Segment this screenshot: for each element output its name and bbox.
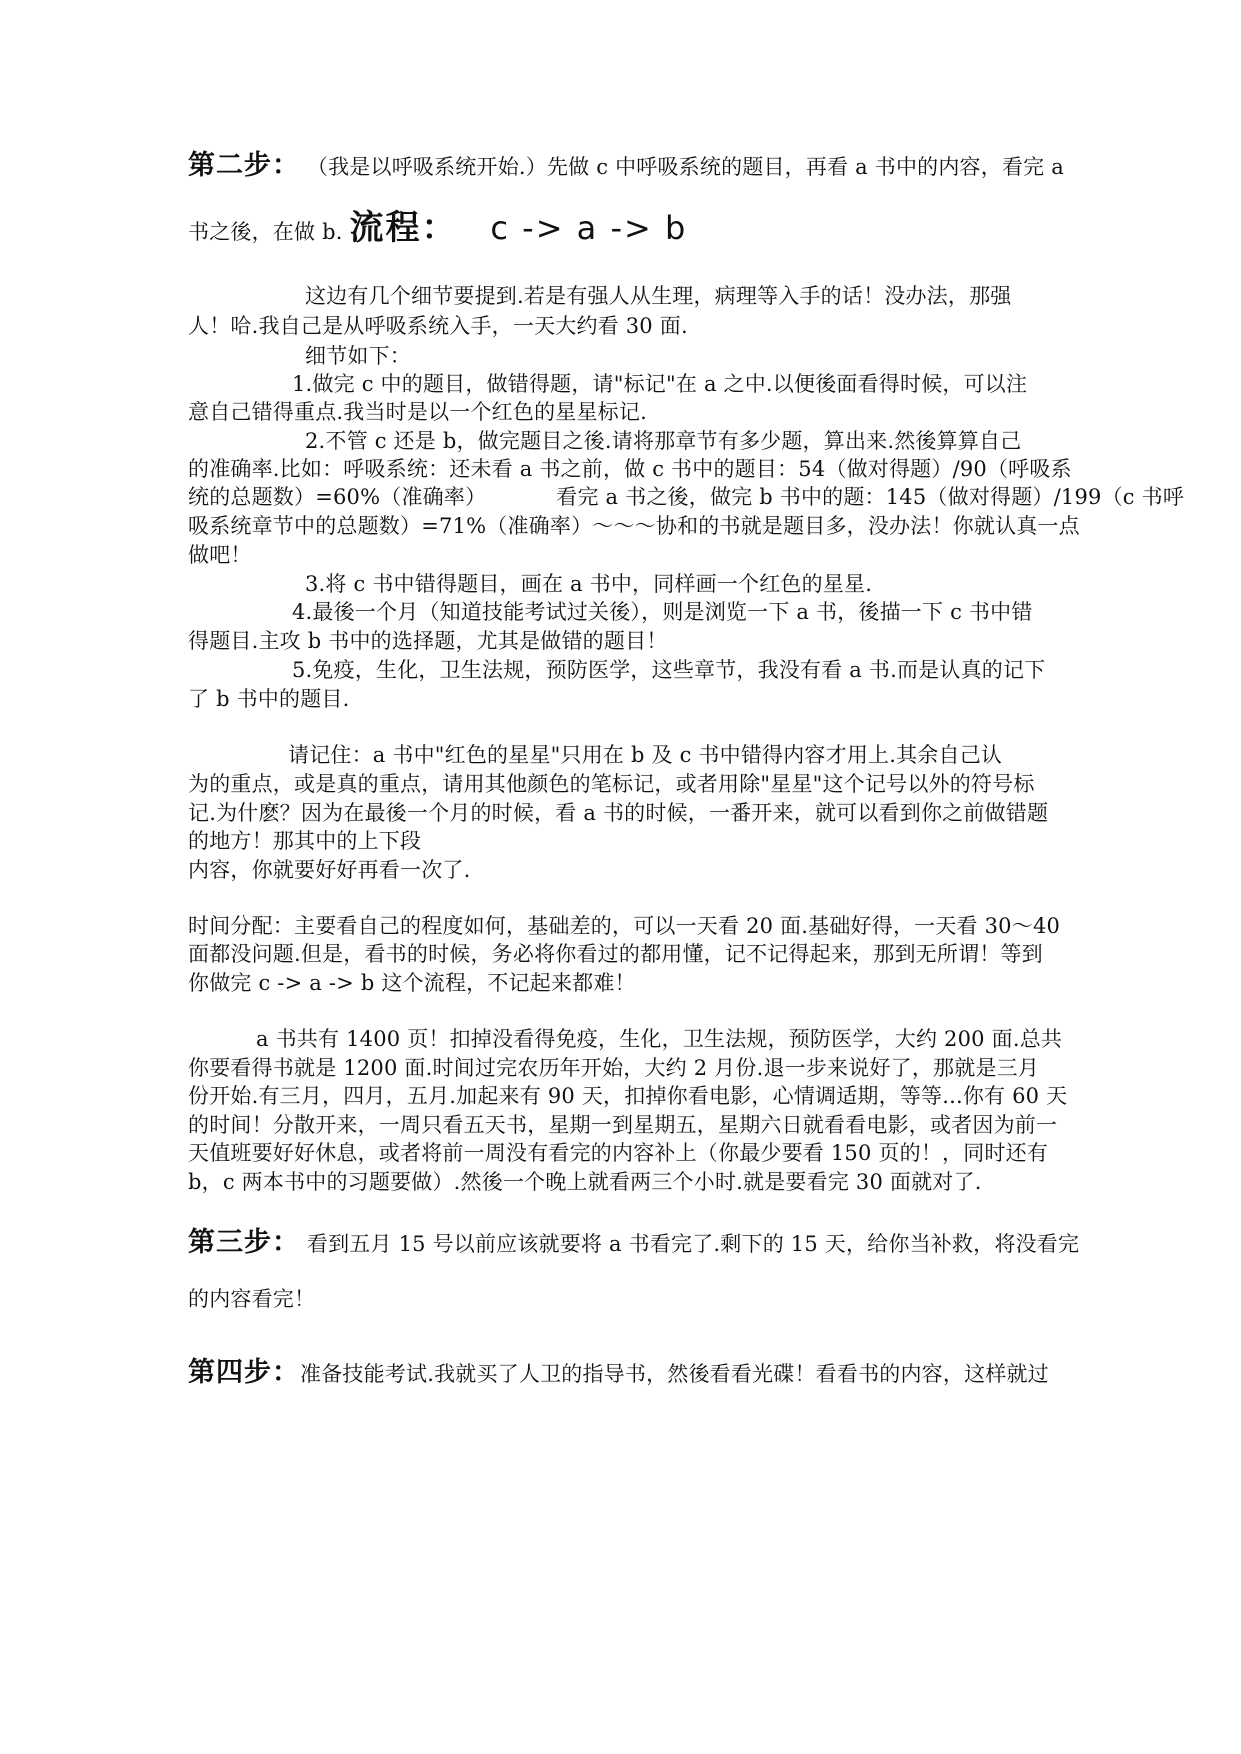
detail-2-line2: 的准确率.比如：呼吸系统：还未看 a 书之前，做 c 书中的题目：54（做对得题）/90（呼吸系: [188, 457, 1072, 481]
book-line2: 你要看得书就是 1200 面.时间过完农历年开始，大约 2 月份.退一步来说好了，那就是三月: [188, 1056, 1040, 1080]
detail-5-line2: 了 b 书中的题目.: [188, 687, 350, 711]
details-intro1: 这边有几个细节要提到.若是有强人从生理，病理等入手的话！没办法，那强: [305, 284, 1012, 308]
step4-heading: 第四步：: [188, 1357, 300, 1388]
remember-line4: 的地方！那其中的上下段: [188, 829, 422, 853]
time-line2: 面都没问题.但是，看书的时候，务必将你看过的都用懂，记不记得起来，那到无所谓！等到: [188, 942, 1043, 966]
book-line4: 的时间！分散开来，一周只看五天书，星期一到星期五，星期六日就看看电影，或者因为前一: [188, 1113, 1058, 1137]
step2-text2: 书之後，在做 b.: [188, 220, 343, 244]
detail-1-line2: 意自己错得重点.我当时是以一个红色的星星标记.: [188, 400, 647, 424]
flow-sequence: c -> a -> b: [490, 209, 688, 247]
details-intro2: 人！哈.我自己是从呼吸系统入手，一天大约看 30 面.: [188, 314, 688, 338]
book-line1: a 书共有 1400 页！扣掉没看得免疫，生化，卫生法规，预防医学，大约 200 面.总共: [256, 1027, 1063, 1051]
time-line3: 你做完 c -> a -> b 这个流程，不记起来都难！: [188, 971, 636, 995]
remember-line5: 内容，你就要好好再看一次了.: [188, 858, 471, 882]
step3-text1: 看到五月 15 号以前应该就要将 a 书看完了.剩下的 15 天，给你当补救，将没看完: [306, 1232, 1080, 1256]
step4-line1: [188, 1356, 1058, 1391]
remember-line1: 请记住：a 书中"红色的星星"只用在 b 及 c 书中错得内容才用上.其余自己认: [288, 743, 1003, 767]
detail-2-line1: 2.不管 c 还是 b，做完题目之後.请将那章节有多少题，算出来.然後算算自己: [305, 429, 1022, 453]
step2-text1: （我是以呼吸系统开始.）先做 c 中呼吸系统的题目，再看 a 书中的内容，看完 a: [306, 155, 1064, 179]
detail-4-line2: 得题目.主攻 b 书中的选择题，尤其是做错的题目！: [188, 629, 668, 653]
detail-4-line1: 4.最後一个月（知道技能考试过关後），则是浏览一下 a 书，後描一下 c 书中错: [292, 600, 1033, 624]
time-line1: 时间分配：主要看自己的程度如何，基础差的，可以一天看 20 面.基础好得，一天看 30～40: [188, 914, 1061, 938]
flow-label: 流程：: [349, 208, 458, 248]
detail-3-line1: 3.将 c 书中错得题目，画在 a 书中，同样画一个红色的星星.: [305, 572, 873, 596]
step3-line1: [188, 1226, 1080, 1261]
detail-2-line5: 做吧！: [188, 543, 252, 567]
book-line5: 天值班要好好休息，或者将前一周没有看完的内容补上（你最少要看 150 页的！，同时还有: [188, 1141, 1049, 1165]
step3-heading: 第三步：: [188, 1227, 300, 1258]
remember-line3: 记.为什麽？因为在最後一个月的时候，看 a 书的时候，一番开来，就可以看到你之前做错题: [188, 801, 1049, 825]
step2-heading: 第二步：: [188, 150, 300, 181]
book-line3: 份开始.有三月，四月，五月.加起来有 90 天，扣掉你看电影，心情调适期，等等...你有 60 天: [188, 1084, 1068, 1108]
detail-5-line1: 5.免疫，生化，卫生法规，预防医学，这些章节，我没有看 a 书.而是认真的记下: [292, 658, 1046, 682]
details-list-title: 细节如下：: [305, 344, 411, 368]
detail-2-line4: 吸系统章节中的总题数）=71%（准确率）～～～协和的书就是题目多，没办法！你就认真一点: [188, 514, 1080, 538]
detail-1-line1: 1.做完 c 中的题目，做错得题，请"标记"在 a 之中.以便後面看得时候，可以注: [292, 372, 1028, 396]
step2-line2: [188, 208, 1058, 252]
step2-line1: [188, 150, 1064, 181]
remember-line2: 为的重点，或是真的重点，请用其他颜色的笔标记，或者用除"星星"这个记号以外的符号标: [188, 772, 1035, 796]
step4-text1: 准备技能考试.我就买了人卫的指导书，然後看看光碟！看看书的内容，这样就过: [300, 1362, 1049, 1386]
detail-2-line3a: 统的总题数）=60%（准确率）: [188, 485, 487, 509]
detail-2-line3b: 看完 a 书之後，做完 b 书中的题：145（做对得题）/199（c 书呼: [556, 485, 1185, 509]
step3-line2: 的内容看完！: [188, 1287, 316, 1311]
detail-2-line3: [188, 483, 1185, 511]
book-line6: b，c 两本书中的习题要做）.然後一个晚上就看两三个小时.就是要看完 30 面就对了.: [188, 1170, 982, 1194]
